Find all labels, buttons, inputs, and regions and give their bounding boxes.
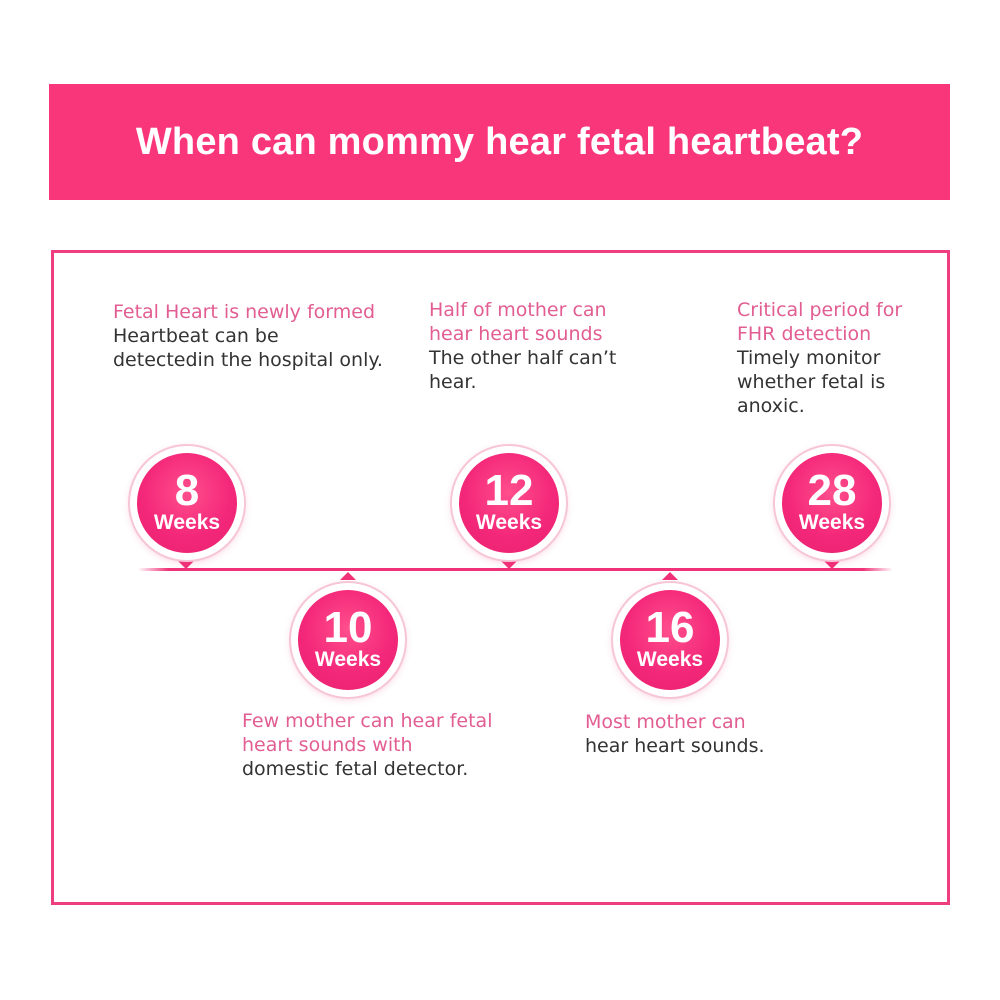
title-banner xyxy=(49,84,950,200)
milestone-unit: Weeks xyxy=(636,648,704,671)
milestone-16-weeks-description xyxy=(585,710,825,758)
pointer-28-weeks xyxy=(824,561,840,569)
milestone-circle xyxy=(620,590,720,690)
milestone-circle xyxy=(137,453,237,553)
pointer-8-weeks xyxy=(178,561,194,569)
milestone-12-weeks-badge xyxy=(452,446,566,560)
description-text: Timely monitor whether fetal is anoxic. xyxy=(737,347,886,417)
milestone-number: 10 xyxy=(323,603,373,652)
description-text: The other half can’t hear. xyxy=(429,347,617,393)
milestone-10-weeks-badge xyxy=(291,583,405,697)
pointer-12-weeks xyxy=(501,561,517,569)
milestone-circle xyxy=(459,453,559,553)
description-text: Heartbeat can be detectedin the hospital only. xyxy=(113,325,383,371)
milestone-number: 28 xyxy=(807,466,857,515)
milestone-unit: Weeks xyxy=(475,511,543,534)
milestone-28-weeks-description xyxy=(737,298,937,418)
milestone-circle xyxy=(298,590,398,690)
description-highlight: Half of mother can hear heart sounds xyxy=(429,299,607,345)
milestone-8-weeks-badge xyxy=(130,446,244,560)
pointer-16-weeks xyxy=(662,572,678,580)
milestone-unit: Weeks xyxy=(314,648,382,671)
milestone-circle xyxy=(782,453,882,553)
milestone-8-weeks-description xyxy=(113,300,383,372)
milestone-16-weeks-badge xyxy=(613,583,727,697)
description-highlight: Most mother can xyxy=(585,711,746,733)
milestone-10-weeks-description xyxy=(242,709,497,781)
description-highlight: Fetal Heart is newly formed xyxy=(113,301,376,323)
milestone-unit: Weeks xyxy=(153,511,221,534)
milestone-number: 12 xyxy=(484,466,534,515)
milestone-number: 16 xyxy=(645,603,695,652)
description-highlight: Few mother can hear fetal heart sounds with xyxy=(242,710,493,756)
page-title: When can mommy hear fetal heartbeat? xyxy=(135,120,864,163)
description-text: domestic fetal detector. xyxy=(242,758,469,780)
milestone-28-weeks-badge xyxy=(775,446,889,560)
pointer-10-weeks xyxy=(340,572,356,580)
description-highlight: Critical period for FHR detection xyxy=(737,299,903,345)
milestone-unit: Weeks xyxy=(798,511,866,534)
milestone-12-weeks-description xyxy=(429,298,644,394)
description-text: hear heart sounds. xyxy=(585,735,765,757)
milestone-number: 8 xyxy=(174,466,200,515)
